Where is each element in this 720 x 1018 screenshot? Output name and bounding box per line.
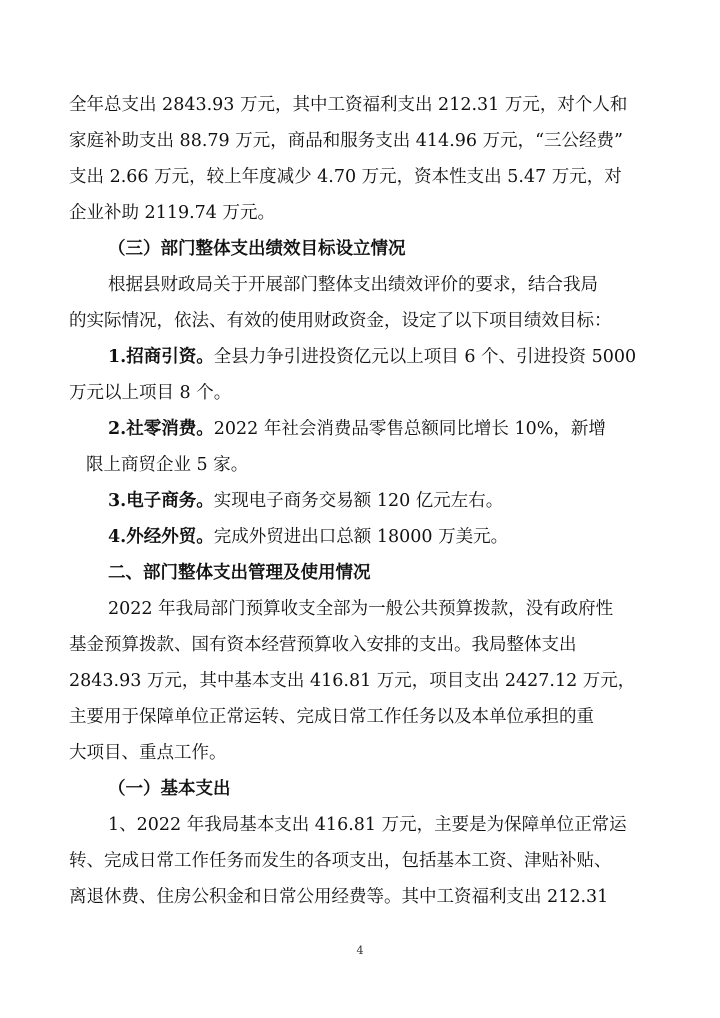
page-number: 4 (356, 944, 364, 957)
body-text-line: 大项目、重点工作。 (69, 743, 227, 763)
body-text-line: 主要用于保障单位正常运转、完成日常工作任务以及本单位承担的重 (69, 707, 594, 727)
goal-text: 2022 年社会消费品零售总额同比增长 10%，新增 (213, 419, 606, 439)
goal-label: 1.招商引资。 (108, 347, 214, 367)
body-text-line: 2022 年我局部门预算收支全部为一般公共预算拨款，没有政府性 (108, 599, 614, 619)
goal-item (108, 490, 503, 512)
goal-item (108, 418, 606, 440)
goal-text: 全县力争引进投资亿元以上项目 6 个、引进投资 5000 (213, 347, 637, 367)
body-text-line: 根据县财政局关于开展部门整体支出绩效评价的要求，结合我局 (108, 275, 598, 295)
goal-label: 2.社零消费。 (108, 419, 214, 439)
goal-label: 4.外经外贸。 (108, 527, 214, 547)
body-text-line: 限上商贸企业 5 家。 (86, 455, 249, 475)
section-heading: （一）基本支出 (108, 779, 231, 799)
body-text-line: 家庭补助支出 88.79 万元，商品和服务支出 414.96 万元，“三公经费” (69, 131, 623, 151)
body-text-line: 支出 2.66 万元，较上年度减少 4.70 万元，资本性支出 5.47 万元，对 (69, 167, 622, 187)
body-text-line: 的实际情况，依法、有效的使用财政资金，设定了以下项目绩效目标： (69, 311, 612, 331)
body-text-line: 离退休费、住房公积金和日常公用经费等。其中工资福利支出 212.31 (69, 887, 609, 907)
goal-text: 完成外贸进出口总额 18000 万美元。 (213, 527, 509, 547)
goal-item (108, 526, 508, 548)
goal-text: 实现电子商务交易额 120 亿元左右。 (213, 491, 504, 511)
body-text-line: 1、2022 年我局基本支出 416.81 万元，主要是为保障单位正常运 (108, 815, 627, 835)
goal-item (108, 346, 636, 368)
body-text-line: 全年总支出 2843.93 万元，其中工资福利支出 212.31 万元，对个人和 (69, 95, 628, 115)
body-text-line: 2843.93 万元，其中基本支出 416.81 万元，项目支出 2427.12 万元， (69, 671, 636, 691)
body-text-line: 企业补助 2119.74 万元。 (69, 203, 275, 223)
body-text-line: 转、完成日常工作任务而发生的各项支出，包括基本工资、津贴补贴、 (69, 851, 612, 871)
body-text-line: 基金预算拨款、国有资本经营预算收入安排的支出。我局整体支出 (69, 635, 577, 655)
body-text-line: 万元以上项目 8 个。 (69, 383, 232, 403)
goal-label: 3.电子商务。 (108, 491, 214, 511)
section-heading: （三）部门整体支出绩效目标设立情况 (108, 239, 406, 259)
section-heading: 二、部门整体支出管理及使用情况 (108, 563, 371, 583)
